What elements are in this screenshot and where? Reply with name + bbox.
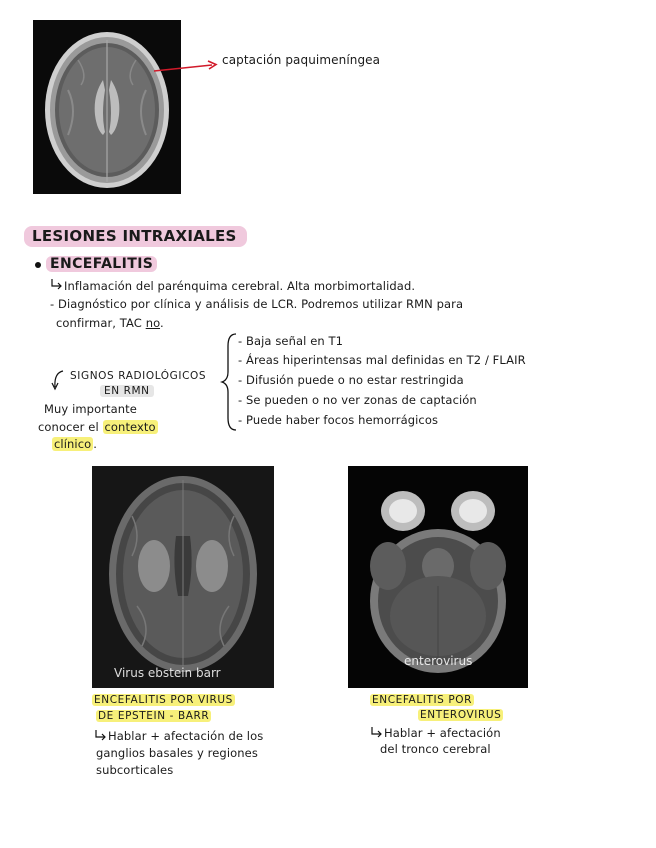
enterovirus-desc-line-1: Hablar + afectación xyxy=(384,726,501,740)
encefalitis-title: ENCEFALITIS xyxy=(46,256,157,272)
arrow-icon xyxy=(152,60,222,74)
ebv-desc-line-3: subcorticales xyxy=(96,763,174,777)
note-line-3-suffix: . xyxy=(93,437,98,451)
note-line-1: Muy importante xyxy=(44,402,137,416)
signo-item-4: - Se pueden o no ver zonas de captación xyxy=(238,393,477,407)
section-title: LESIONES INTRAXIALES xyxy=(24,226,247,247)
return-arrow-icon xyxy=(50,278,64,290)
note-line-3 xyxy=(52,437,97,451)
ebv-caption-line-2 xyxy=(96,710,211,722)
enterovirus-image-label: enterovirus xyxy=(404,654,473,668)
mri-image-pachymeningeal xyxy=(33,20,181,194)
ebv-desc-line-1: Hablar + afectación de los xyxy=(108,729,264,743)
line3-suffix: . xyxy=(160,316,164,330)
enterovirus-caption-line-2 xyxy=(418,709,503,721)
signos-label-line-1: SIGNOS RADIOLÓGICOS xyxy=(70,370,207,382)
signo-item-1: - Baja señal en T1 xyxy=(238,334,344,348)
line3-prefix: confirmar, TAC xyxy=(56,316,146,330)
encefalitis-line-3 xyxy=(56,316,164,330)
curved-arrow-icon xyxy=(50,369,66,395)
mri-image-enterovirus xyxy=(348,466,528,688)
ebv-desc-line-2: ganglios basales y regiones xyxy=(96,746,258,760)
signo-item-2: - Áreas hiperintensas mal definidas en T2 / FLAIR xyxy=(238,353,526,367)
note-line-2 xyxy=(38,420,158,434)
signo-item-3: - Difusión puede o no estar restringida xyxy=(238,373,464,387)
ebv-image-label: Virus ebstein barr xyxy=(114,666,221,680)
curly-brace-icon xyxy=(220,332,238,432)
note-highlight-clinico: clínico xyxy=(54,437,92,451)
bullet-icon xyxy=(35,262,41,268)
pachymeningeal-annotation: captación paquimeníngea xyxy=(222,53,381,67)
mri-image-epstein-barr xyxy=(92,466,274,688)
signos-label-line-2 xyxy=(100,385,154,397)
encefalitis-line-1: Inflamación del parénquima cerebral. Alta morbimortalidad. xyxy=(64,279,416,293)
ebv-caption-line-1-text: ENCEFALITIS POR VIRUS xyxy=(94,694,233,706)
enterovirus-caption-line-2-text: ENTEROVIRUS xyxy=(420,709,502,721)
note-highlight-contexto: contexto xyxy=(104,420,156,434)
ebv-caption-line-2-text: DE EPSTEIN - BARR xyxy=(98,710,210,722)
encefalitis-line-2: - Diagnóstico por clínica y análisis de LCR. Podremos utilizar RMN para xyxy=(50,297,464,311)
return-arrow-icon xyxy=(94,729,108,741)
signos-label-line-2-text: EN RMN xyxy=(100,385,154,397)
enterovirus-desc-line-2: del tronco cerebral xyxy=(380,742,491,756)
ebv-caption-line-1 xyxy=(92,694,235,706)
line3-no: no xyxy=(145,316,161,330)
note-line-2-prefix: conocer el xyxy=(38,420,103,434)
enterovirus-caption-line-1-text: ENCEFALITIS POR xyxy=(372,694,473,706)
enterovirus-caption-line-1 xyxy=(370,694,474,706)
return-arrow-icon xyxy=(370,726,384,738)
signo-item-5: - Puede haber focos hemorrágicos xyxy=(238,413,439,427)
